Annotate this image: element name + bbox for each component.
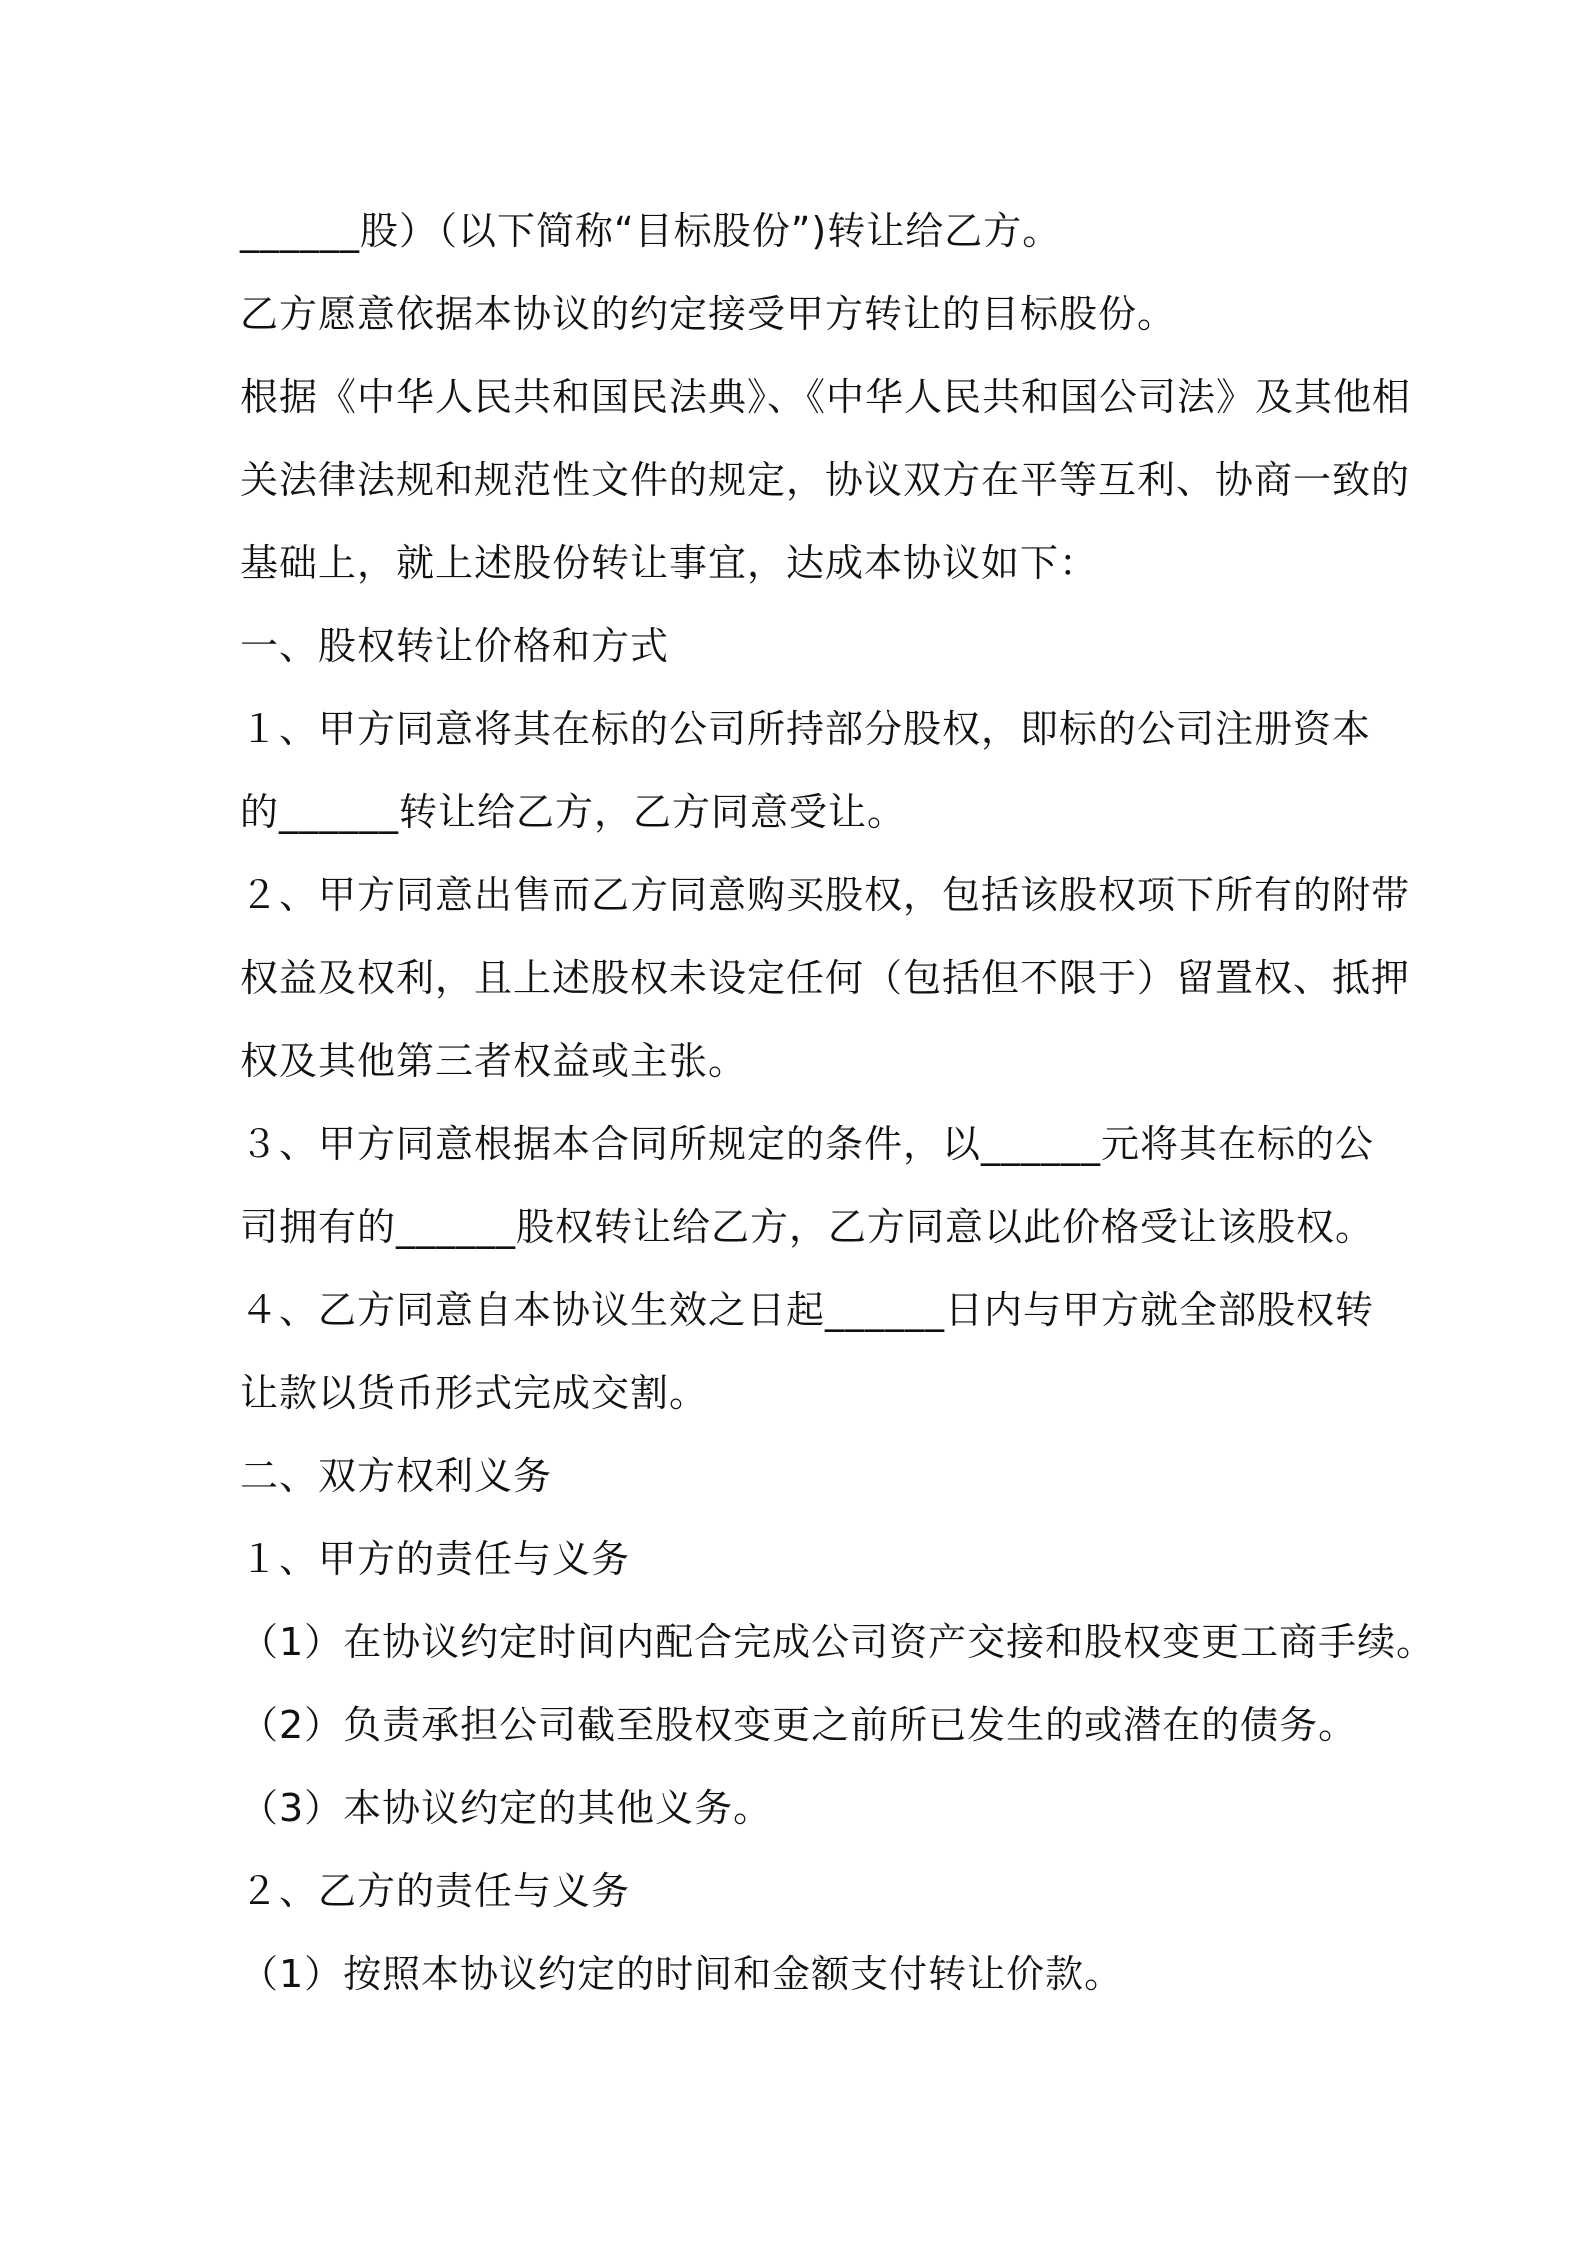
subsection-heading: ２、乙方的责任与义务 (240, 1869, 631, 1913)
text-line: 根据《中华人民共和国民法典》、《中华人民共和国公司法》及其他相 (240, 375, 1412, 419)
text-line: ３、甲方同意根据本合同所规定的条件，以______元将其在标的公 (240, 1122, 1375, 1166)
section-heading: 二、双方权利义务 (240, 1454, 553, 1498)
text-line: １、甲方同意将其在标的公司所持部分股权，即标的公司注册资本 (240, 707, 1372, 751)
text-line: 基础上，就上述股份转让事宜，达成本协议如下： (240, 541, 1099, 585)
text-line: （1）按照本协议约定的时间和金额支付转让价款。 (240, 1952, 1124, 1996)
text-line: （2）负责承担公司截至股权变更之前所已发生的或潜在的债务。 (240, 1703, 1358, 1747)
text-line: （3）本协议约定的其他义务。 (240, 1786, 773, 1830)
section-heading: 一、股权转让价格和方式 (240, 624, 670, 668)
text-line: ２、甲方同意出售而乙方同意购买股权，包括该股权项下所有的附带 (240, 873, 1411, 917)
subsection-heading: １、甲方的责任与义务 (240, 1537, 631, 1581)
text-line: 关法律法规和规范性文件的规定，协议双方在平等互利、协商一致的 (240, 458, 1411, 502)
text-line: 让款以货币形式完成交割。 (240, 1371, 709, 1415)
text-line: （1）在协议约定时间内配合完成公司资产交接和股权变更工商手续。 (240, 1620, 1436, 1664)
text-line: 权及其他第三者权益或主张。 (240, 1039, 748, 1083)
text-line: 司拥有的______股权转让给乙方，乙方同意以此价格受让该股权。 (240, 1205, 1375, 1249)
text-line: 的______转让给乙方，乙方同意受让。 (240, 790, 907, 834)
text-line: ______股）（以下简称“目标股份”)转让给乙方。 (240, 209, 1062, 253)
text-line: 权益及权利，且上述股权未设定任何（包括但不限于）留置权、抵押 (240, 956, 1411, 1000)
text-line: ４、乙方同意自本协议生效之日起______日内与甲方就全部股权转 (240, 1288, 1375, 1332)
text-line: 乙方愿意依据本协议的约定接受甲方转让的目标股份。 (240, 292, 1177, 336)
